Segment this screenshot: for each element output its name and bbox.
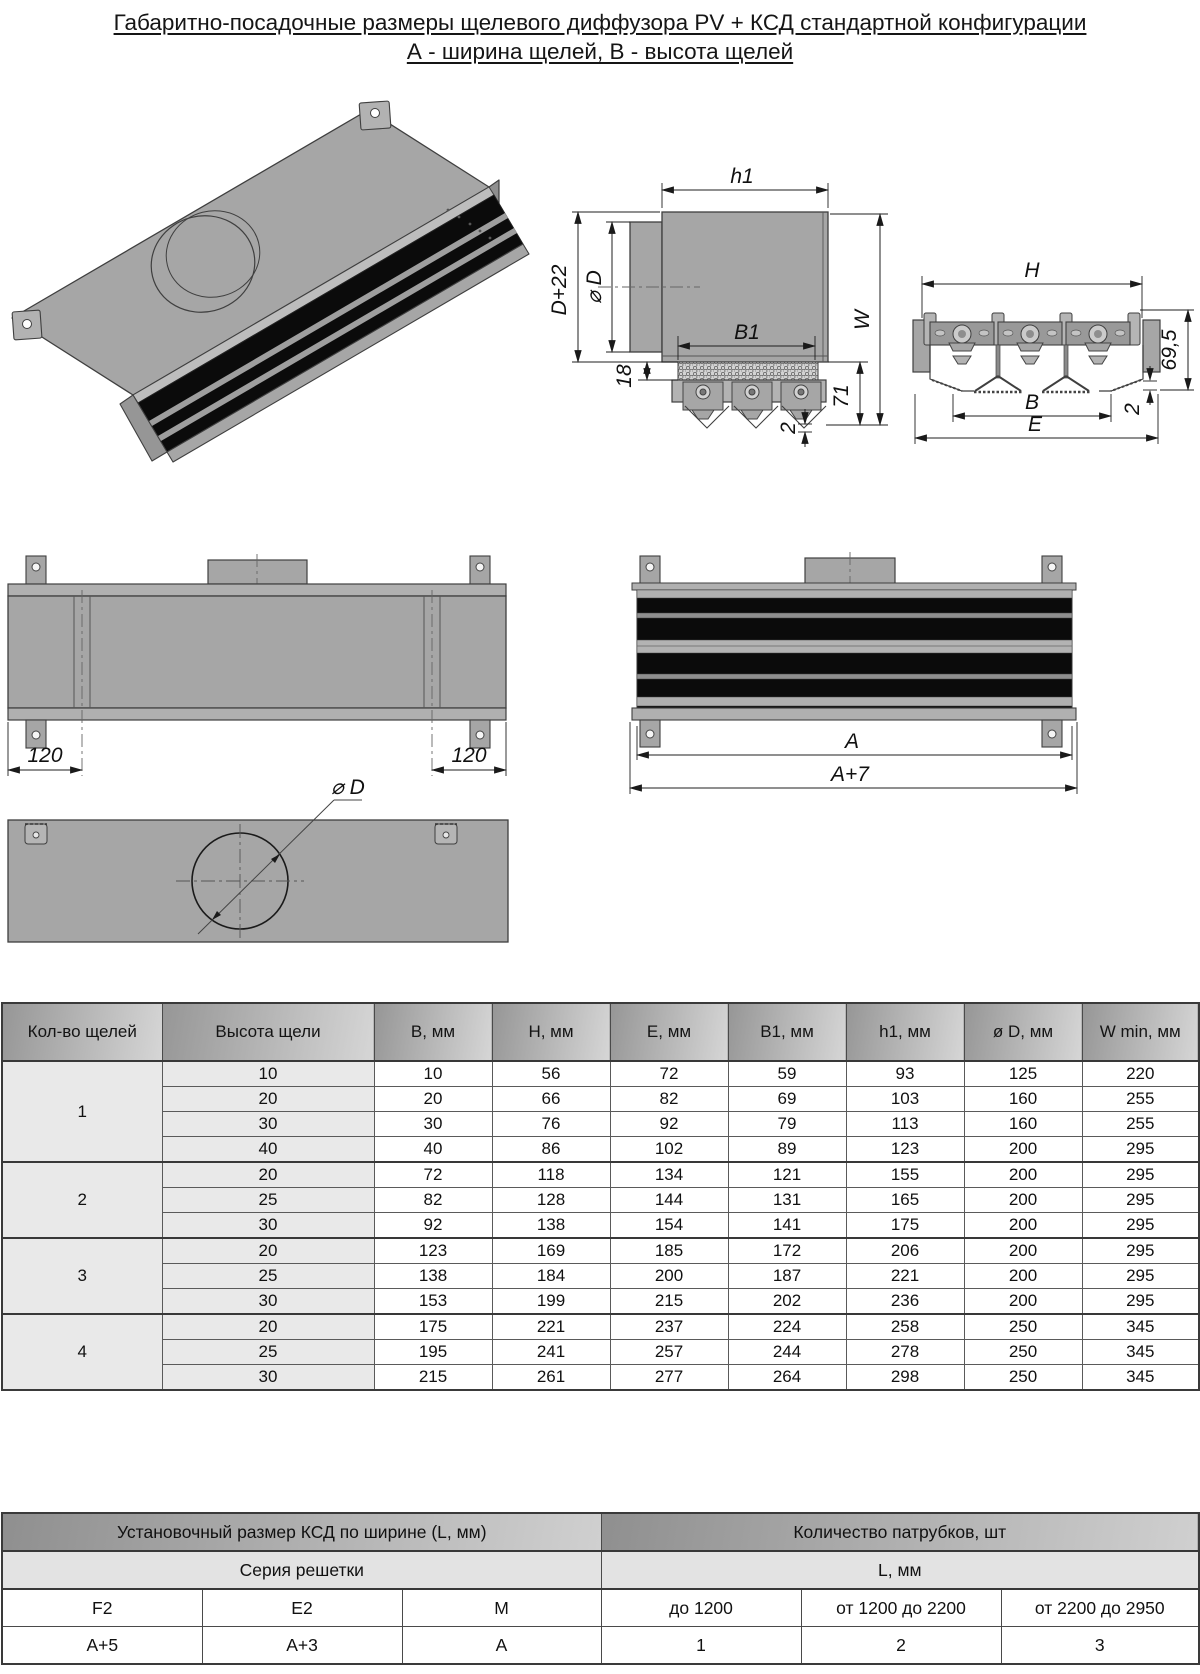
dimension-value-cell: 200 [610,1264,728,1289]
dimension-value-cell: 202 [728,1289,846,1315]
dim-label-69-5: 69,5 [1158,329,1181,371]
dimension-value-cell: 295 [1082,1162,1199,1188]
dimension-value-cell: 278 [846,1340,964,1365]
dimension-value-cell: 118 [492,1162,610,1188]
dim-label-w: W [851,310,874,330]
dimension-value-cell: 295 [1082,1289,1199,1315]
honeycomb-mesh [678,362,818,380]
dimension-value-cell: 195 [374,1340,492,1365]
table-row [2,1112,1199,1137]
series-cell: M [402,1589,601,1627]
spigot-count-header: Количество патрубков, шт [601,1513,1199,1551]
top-view [8,554,506,776]
dimension-value-cell: 261 [492,1365,610,1391]
dimension-value-cell: 86 [492,1137,610,1163]
grille-section-view [913,259,1194,444]
slot-height-cell: 25 [162,1188,374,1213]
dimension-value-cell: 10 [374,1061,492,1087]
dimension-value-cell: 138 [374,1264,492,1289]
section-view [548,165,888,447]
dimensions-table [1,1002,1200,1391]
page-title [0,8,1200,66]
table-row [2,1551,1199,1589]
dimension-value-cell: 76 [492,1112,610,1137]
length-range-cell: от 1200 до 2200 [801,1589,1001,1627]
main-table-body [2,1061,1199,1390]
dimension-value-cell: 125 [964,1061,1082,1087]
dimension-value-cell: 172 [728,1238,846,1264]
dimension-value-cell: 141 [728,1213,846,1239]
main-table-header-row [2,1003,1199,1061]
dimension-value-cell: 220 [1082,1061,1199,1087]
dim-label-e: E [1027,413,1043,436]
dimension-value-cell: 224 [728,1314,846,1340]
dim-label-b: B [1024,391,1040,414]
table-row [2,1340,1199,1365]
table-row [2,1213,1199,1239]
dimension-value-cell: 123 [374,1238,492,1264]
dim-label-18: 18 [613,364,636,388]
dimension-value-cell: 160 [964,1112,1082,1137]
slot-height-cell: 30 [162,1289,374,1315]
dimension-value-cell: 345 [1082,1340,1199,1365]
slot-count-cell: 3 [2,1238,162,1314]
count-cell: 2 [801,1627,1001,1665]
dimension-value-cell: 92 [374,1213,492,1239]
dimension-value-cell: 200 [964,1238,1082,1264]
dimension-value-cell: 298 [846,1365,964,1391]
dimension-value-cell: 250 [964,1340,1082,1365]
table-row [2,1061,1199,1087]
dim-label-a7: A+7 [831,763,869,786]
dimension-value-cell: 160 [964,1087,1082,1112]
dimension-value-cell: 30 [374,1112,492,1137]
dimension-value-cell: 200 [964,1289,1082,1315]
dimension-value-cell: 221 [492,1314,610,1340]
dimension-value-cell: 79 [728,1112,846,1137]
table-row [2,1264,1199,1289]
table-row [2,1289,1199,1315]
dimension-value-cell: 244 [728,1340,846,1365]
page-title-line2: А - ширина щелей, В - высота щелей [406,39,794,64]
dimension-value-cell: 215 [374,1365,492,1391]
dimension-value-cell: 121 [728,1162,846,1188]
slot-height-cell: 20 [162,1087,374,1112]
table-row [2,1137,1199,1163]
main-table-header-cell: B, мм [374,1003,492,1061]
dim-label-h1: h1 [730,165,754,188]
dimension-value-cell: 206 [846,1238,964,1264]
bottom-view [8,776,508,942]
dimension-value-cell: 155 [846,1162,964,1188]
table-row [2,1314,1199,1340]
dimension-value-cell: 82 [374,1188,492,1213]
slot-forks [974,345,1090,392]
dim-label-120-left: 120 [27,744,63,767]
dimension-value-cell: 40 [374,1137,492,1163]
duct-collar-top [208,560,307,584]
dimension-value-cell: 59 [728,1061,846,1087]
dimension-value-cell: 215 [610,1289,728,1315]
mounting-bracket [359,101,391,130]
dimension-value-cell: 154 [610,1213,728,1239]
dim-label-2b: 2 [1121,403,1144,415]
dimension-value-cell: 123 [846,1137,964,1163]
dimension-value-cell: 258 [846,1314,964,1340]
table-row [2,1188,1199,1213]
dimension-value-cell: 295 [1082,1137,1199,1163]
dimension-value-cell: 92 [610,1112,728,1137]
dim-label-d22: D+22 [548,264,571,316]
dimension-value-cell: 72 [374,1162,492,1188]
dimension-value-cell: 237 [610,1314,728,1340]
slot-count-cell: 4 [2,1314,162,1390]
main-table-header-cell: h1, мм [846,1003,964,1061]
mounting-bracket [12,310,42,340]
length-range-cell: до 1200 [601,1589,801,1627]
dimension-value-cell: 131 [728,1188,846,1213]
dimension-value-cell: 69 [728,1087,846,1112]
table-row [2,1589,1199,1627]
dimension-value-cell: 187 [728,1264,846,1289]
dimension-value-cell: 241 [492,1340,610,1365]
dim-label-diameter-d2: ⌀ D [331,776,365,799]
dimension-value-cell: 56 [492,1061,610,1087]
dimension-value-cell: 295 [1082,1238,1199,1264]
series-cell: F2 [2,1589,202,1627]
dimension-value-cell: 199 [492,1289,610,1315]
main-table-header-cell: Кол-во щелей [2,1003,162,1061]
count-cell: 1 [601,1627,801,1665]
dimension-value-cell: 72 [610,1061,728,1087]
dimension-value-cell: 295 [1082,1188,1199,1213]
table-row [2,1087,1199,1112]
main-table-header-cell: W min, мм [1082,1003,1199,1061]
dimension-value-cell: 200 [964,1188,1082,1213]
page-title-line1: Габаритно-посадочные размеры щелевого диффузора PV + КСД стандартной конфигурации [113,10,1087,35]
dimension-value-cell: 200 [964,1162,1082,1188]
formula-cell: А+5 [2,1627,202,1665]
dimension-value-cell: 165 [846,1188,964,1213]
slot-height-cell: 20 [162,1162,374,1188]
dimension-value-cell: 82 [610,1087,728,1112]
dimension-value-cell: 255 [1082,1112,1199,1137]
table-row [2,1627,1199,1665]
dimension-value-cell: 144 [610,1188,728,1213]
dim-label-b1: B1 [734,321,760,344]
table-row [2,1238,1199,1264]
dimension-value-cell: 128 [492,1188,610,1213]
table-row [2,1162,1199,1188]
dimension-value-cell: 264 [728,1365,846,1391]
dim-label-diameter-d: ⌀ D [583,270,606,304]
slot-height-cell: 40 [162,1137,374,1163]
dimension-value-cell: 20 [374,1087,492,1112]
table-row [2,1513,1199,1551]
formula-cell: А [402,1627,601,1665]
dimension-value-cell: 175 [846,1213,964,1239]
install-width-header: Установочный размер КСД по ширине (L, мм) [2,1513,601,1551]
slot-height-cell: 30 [162,1112,374,1137]
front-view [630,552,1077,794]
dimension-value-cell: 134 [610,1162,728,1188]
main-table-header-cell: ø D, мм [964,1003,1082,1061]
table-row [2,1365,1199,1391]
dimension-value-cell: 257 [610,1340,728,1365]
dimension-value-cell: 153 [374,1289,492,1315]
dimension-value-cell: 113 [846,1112,964,1137]
formula-cell: А+3 [202,1627,402,1665]
dimension-value-cell: 200 [964,1264,1082,1289]
slot-count-cell: 2 [2,1162,162,1238]
slot-units [683,382,821,419]
dimension-value-cell: 255 [1082,1087,1199,1112]
dimension-value-cell: 295 [1082,1213,1199,1239]
dimension-value-cell: 184 [492,1264,610,1289]
dimension-value-cell: 169 [492,1238,610,1264]
dimension-value-cell: 345 [1082,1365,1199,1391]
slot-height-cell: 20 [162,1238,374,1264]
dimension-value-cell: 277 [610,1365,728,1391]
dimension-value-cell: 93 [846,1061,964,1087]
length-label: L, мм [601,1551,1199,1589]
dimension-value-cell: 200 [964,1137,1082,1163]
slot-height-cell: 10 [162,1061,374,1087]
dimension-value-cell: 103 [846,1087,964,1112]
dim-label-71: 71 [830,384,853,408]
slot-height-cell: 25 [162,1340,374,1365]
main-table-header-cell: B1, мм [728,1003,846,1061]
dimension-value-cell: 138 [492,1213,610,1239]
grille-series-label: Серия решетки [2,1551,601,1589]
slot-height-cell: 20 [162,1314,374,1340]
dimension-value-cell: 200 [964,1213,1082,1239]
dim-label-2: 2 [777,422,800,434]
dimension-value-cell: 175 [374,1314,492,1340]
slot-height-cell: 30 [162,1213,374,1239]
main-table-header-cell: Высота щели [162,1003,374,1061]
count-cell: 3 [1001,1627,1199,1665]
dimension-value-cell: 345 [1082,1314,1199,1340]
dimension-value-cell: 295 [1082,1264,1199,1289]
installation-table [1,1512,1200,1665]
slot-count-cell: 1 [2,1061,162,1162]
dimension-value-cell: 250 [964,1314,1082,1340]
dimension-value-cell: 185 [610,1238,728,1264]
slot-height-cell: 25 [162,1264,374,1289]
dimension-value-cell: 66 [492,1087,610,1112]
main-table-header-cell: E, мм [610,1003,728,1061]
dim-label-a: A [844,730,860,753]
dimension-value-cell: 236 [846,1289,964,1315]
dim-label-120-right: 120 [451,744,487,767]
isometric-view [12,101,529,462]
series-cell: E2 [202,1589,402,1627]
dimension-value-cell: 102 [610,1137,728,1163]
dimension-value-cell: 89 [728,1137,846,1163]
length-range-cell: от 2200 до 2950 [1001,1589,1199,1627]
dimension-value-cell: 221 [846,1264,964,1289]
dimension-value-cell: 250 [964,1365,1082,1391]
slot-height-cell: 30 [162,1365,374,1391]
main-table-header-cell: H, мм [492,1003,610,1061]
dim-label-h: H [1024,259,1040,282]
